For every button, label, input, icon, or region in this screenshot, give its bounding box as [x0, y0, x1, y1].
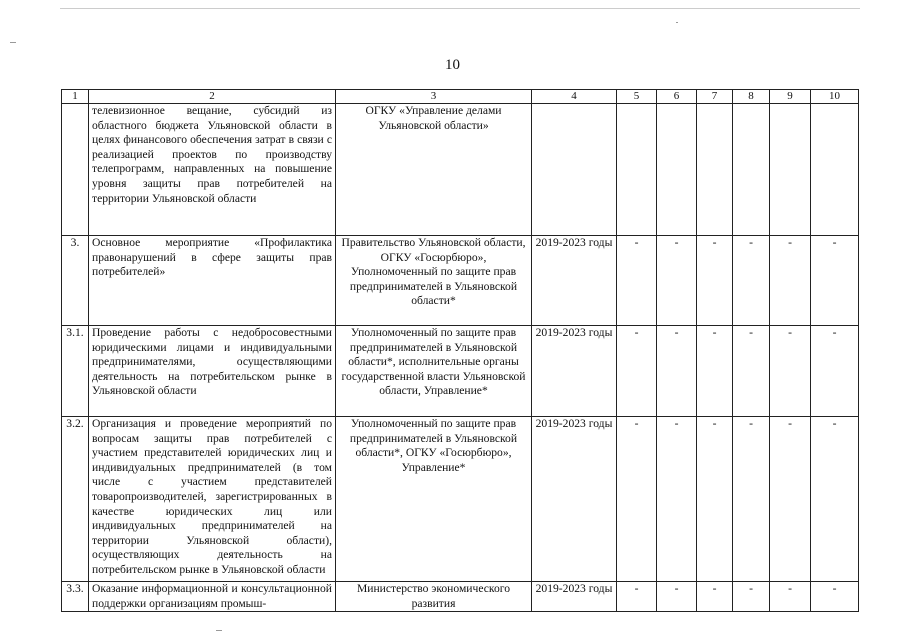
table-row — [62, 236, 859, 326]
row-value: - — [617, 582, 657, 612]
row-number: 3.2. — [62, 417, 89, 582]
row-value: - — [811, 326, 859, 417]
table-row — [62, 417, 859, 582]
row-term: 2019-2023 годы — [532, 417, 617, 582]
header-cell: 5 — [617, 90, 657, 104]
scan-artifact-top — [60, 8, 860, 9]
row-value: - — [697, 326, 733, 417]
row-term: 2019-2023 годы — [532, 326, 617, 417]
row-executor: Уполномоченный по защите прав предпринимателей в Ульяновской области*, ОГКУ «Госюрбюро», Управление* — [336, 417, 532, 582]
header-row — [62, 90, 859, 104]
row-description: Организация и проведение мероприятий по вопросам защиты прав потребителей с участием представителей юридических лиц и индивидуальных предпринимателей (в том числе с участием представителей товаропроизводителей, зарегистрированных в качестве юридических лиц или индивидуальных предпринимателей на территории Ульяновской области), осуществляющих деятельность на потребительском рынке в Ульяновской области — [89, 417, 336, 582]
row-value: - — [657, 417, 697, 582]
row-description: Проведение работы с недобросовестными юридическими лицами и индивидуальными предпринимателями, осуществляющими деятельность на потребительском рынке в Ульяновской области — [89, 326, 336, 417]
page-number: 10 — [445, 57, 460, 73]
row-value: - — [770, 582, 811, 612]
row-description: Оказание информационной и консультационной поддержки организациям промыш- — [89, 582, 336, 612]
row-value: - — [617, 236, 657, 326]
program-table — [61, 89, 859, 612]
header-cell: 3 — [336, 90, 532, 104]
header-cell: 6 — [657, 90, 697, 104]
table-row — [62, 582, 859, 612]
row-value: - — [770, 236, 811, 326]
row-value: - — [657, 582, 697, 612]
row-value: - — [733, 417, 770, 582]
row-value: - — [617, 326, 657, 417]
scan-artifact-dot — [216, 630, 222, 631]
row-executor: Министерство экономического развития — [336, 582, 532, 612]
row-value — [811, 104, 859, 236]
row-value: - — [617, 417, 657, 582]
table-row — [62, 326, 859, 417]
scan-artifact-dot — [10, 42, 16, 43]
row-value: - — [697, 582, 733, 612]
header-cell: 10 — [811, 90, 859, 104]
row-value: - — [697, 236, 733, 326]
row-value: - — [733, 236, 770, 326]
row-executor: Уполномоченный по защите прав предпринимателей в Ульяновской области*, исполнительные органы государственной власти Ульяновской области, Управление* — [336, 326, 532, 417]
row-term — [532, 104, 617, 236]
row-value: - — [733, 326, 770, 417]
row-executor: ОГКУ «Управление делами Ульяновской области» — [336, 104, 532, 236]
row-value: - — [811, 582, 859, 612]
row-value — [657, 104, 697, 236]
row-number — [62, 104, 89, 236]
row-number: 3. — [62, 236, 89, 326]
row-value: - — [657, 236, 697, 326]
row-value: - — [657, 326, 697, 417]
row-value — [770, 104, 811, 236]
header-cell: 1 — [62, 90, 89, 104]
header-cell: 9 — [770, 90, 811, 104]
row-value: - — [733, 582, 770, 612]
row-value: - — [697, 417, 733, 582]
row-term: 2019-2023 годы — [532, 582, 617, 612]
row-description: телевизионное вещание, субсидий из областного бюджета Ульяновской области в целях финансового обеспечения затрат в связи с реализацией проектов по производству телепрограмм, направленных на повышение уровня защиты прав потребителей на территории Ульяновской области — [89, 104, 336, 236]
row-value — [733, 104, 770, 236]
row-value — [617, 104, 657, 236]
scan-artifact-dot — [676, 22, 678, 23]
row-value: - — [811, 417, 859, 582]
row-description: Основное мероприятие «Профилактика правонарушений в сфере защиты прав потребителей» — [89, 236, 336, 326]
row-value: - — [811, 236, 859, 326]
header-cell: 2 — [89, 90, 336, 104]
row-number: 3.1. — [62, 326, 89, 417]
header-cell: 8 — [733, 90, 770, 104]
row-executor: Правительство Ульяновской области, ОГКУ «Госюрбюро», Уполномоченный по защите прав предпринимателей в Ульяновской области* — [336, 236, 532, 326]
header-cell: 4 — [532, 90, 617, 104]
row-value: - — [770, 326, 811, 417]
header-cell: 7 — [697, 90, 733, 104]
row-value — [697, 104, 733, 236]
row-value: - — [770, 417, 811, 582]
row-number: 3.3. — [62, 582, 89, 612]
row-term: 2019-2023 годы — [532, 236, 617, 326]
table-row — [62, 104, 859, 236]
